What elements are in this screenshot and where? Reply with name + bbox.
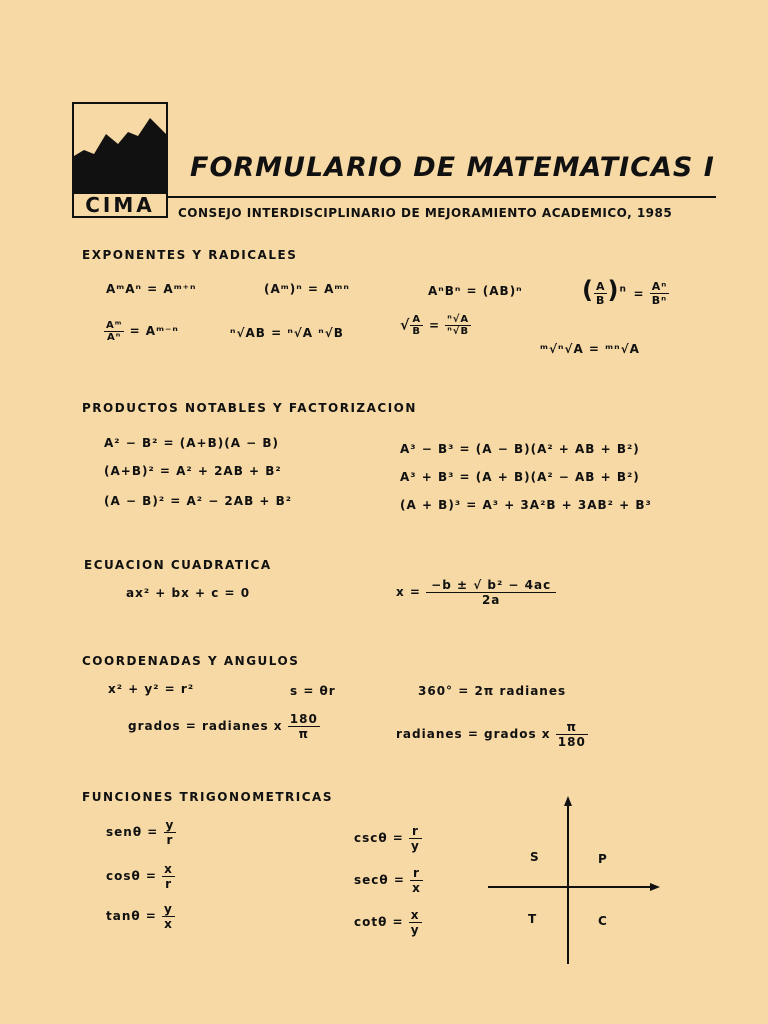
logo-text: CIMA (72, 192, 168, 218)
formula-coord-3: 360° = 2π radianes (418, 684, 567, 698)
page-title: FORMULARIO DE MATEMATICAS I (190, 152, 715, 183)
section-heading-coordenadas: COORDENADAS Y ANGULOS (82, 654, 300, 668)
formula-coord-4: grados = radianes x $\frac{180}{\pi}$ (128, 712, 318, 741)
formula-exp-6: ⁿ√AB = ⁿ√A ⁿ√B (230, 326, 344, 340)
y-axis-arrow (564, 796, 572, 806)
cima-logo (72, 102, 168, 194)
formula-quadratic-solution: x = $\frac{\text{−b ± √ b² − 4ac}}{2a}$ (396, 578, 556, 607)
title-rule (166, 196, 716, 198)
formula-exp-8: ᵐ√ⁿ√A = ᵐⁿ√A (540, 342, 640, 356)
formula-tan: tanθ = $\frac{y}{x}$ (106, 902, 173, 931)
formula-quadratic-eq: ax² + bx + c = 0 (126, 586, 251, 600)
formula-sec: secθ = $\frac{r}{x}$ (354, 866, 421, 895)
formula-prod-l2: (A+B)² = A² + 2AB + B² (104, 464, 282, 478)
formula-coord-1: x² + y² = r² (108, 682, 195, 696)
quadrant-label-t: T (528, 912, 538, 926)
quadrant-label-p: P (598, 852, 608, 866)
formula-csc: cscθ = $\frac{r}{y}$ (354, 824, 420, 853)
formula-cot: cotθ = $\frac{x}{y}$ (354, 908, 420, 937)
formula-coord-5: radianes = grados x $\frac{\pi}{180}$ (396, 720, 586, 749)
quadrant-label-c: C (598, 914, 608, 928)
formula-cos: cosθ = $\frac{x}{r}$ (106, 862, 173, 891)
formula-prod-l3: (A − B)² = A² − 2AB + B² (104, 494, 293, 508)
mountain-icon (74, 104, 166, 192)
quadrant-label-s: S (530, 850, 540, 864)
formula-prod-l1: A² − B² = (A+B)(A − B) (104, 436, 280, 450)
formula-exp-4: ( $\frac{A}{B}$ )$^n$ = $\frac{\text{Aⁿ}}{\text{Bⁿ}}$ (582, 276, 668, 307)
quadrant-diagram (486, 796, 662, 966)
section-heading-productos: PRODUCTOS NOTABLES Y FACTORIZACION (82, 401, 417, 415)
formula-exp-2: (Aᵐ)ⁿ = Aᵐⁿ (264, 282, 350, 296)
formula-exp-3: AⁿBⁿ = (AB)ⁿ (428, 284, 523, 298)
x-axis-arrow (650, 883, 660, 891)
formula-exp-1: AᵐAⁿ = Aᵐ⁺ⁿ (106, 282, 197, 296)
section-heading-funciones: FUNCIONES TRIGONOMETRICAS (82, 790, 333, 804)
formula-exp-7: √ $\frac{A}{B}$ = $\frac{\text{ⁿ√A}}{\text{ⁿ√B}}$ (400, 314, 470, 337)
page-subtitle: CONSEJO INTERDISCIPLINARIO DE MEJORAMIENTO ACADEMICO, 1985 (178, 206, 673, 220)
formula-sen: senθ = $\frac{y}{r}$ (106, 818, 175, 847)
formula-prod-r2: A³ + B³ = (A + B)(A² − AB + B²) (400, 470, 640, 484)
formula-prod-r1: A³ − B³ = (A − B)(A² + AB + B²) (400, 442, 640, 456)
section-heading-exponentes: EXPONENTES Y RADICALES (82, 248, 298, 262)
formula-exp-5: $\frac{\text{Aᵐ}}{\text{Aⁿ}}$ = Aᵐ⁻ⁿ (106, 320, 179, 343)
formula-coord-2: s = θr (290, 684, 336, 698)
section-heading-ecuacion: ECUACION CUADRATICA (84, 558, 272, 572)
formula-prod-r3: (A + B)³ = A³ + 3A²B + 3AB² + B³ (400, 498, 652, 512)
